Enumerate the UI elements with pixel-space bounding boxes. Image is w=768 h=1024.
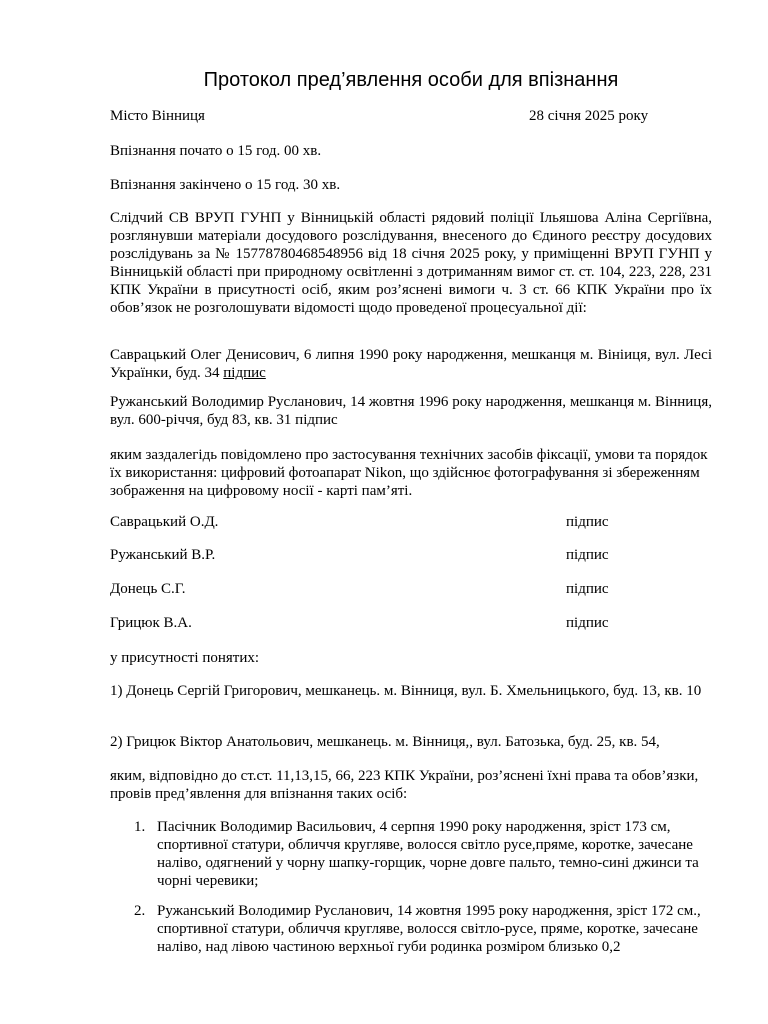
witness-donets: 1) Донець Сергій Григорович, мешканець. м. Вінниця, вул. Б. Хмельницького, буд. 13, кв. 10 bbox=[110, 683, 702, 699]
signature-name: Донець С.Г. bbox=[110, 581, 186, 597]
start-time: Впізнання почато о 15 год. 00 хв. bbox=[110, 143, 322, 159]
person-savratskyi-sign: підпис bbox=[223, 365, 266, 381]
witnesses-header: у присутності понятих: bbox=[110, 650, 260, 666]
signature-name: Грицюк В.А. bbox=[110, 615, 192, 631]
signature-mark: підпис bbox=[566, 514, 609, 530]
signature-mark: підпис bbox=[566, 615, 609, 631]
rights-paragraph: яким, відповідно до ст.ст. 11,13,15, 66, 223 КПК України, роз’яснені їхні права та обов’язки, провів пред’явлення для впізнання таких осіб: bbox=[110, 768, 699, 802]
end-time: Впізнання закінчено о 15 год. 30 хв. bbox=[110, 177, 341, 193]
list-item-text: Пасічник Володимир Васильович, 4 серпня 1990 року народження, зріст 173 см, спортивної статури, обличчя кругляве, волосся світло русе,пряме, коротке, зачесане наліво, одягнений у чорну шапку-горщик, чорне довге пальто, темно-сині джинси та чорні черевики; bbox=[157, 819, 699, 889]
signature-mark: підпис bbox=[566, 581, 609, 597]
list-item-number: 1. bbox=[134, 819, 146, 835]
signature-mark: підпис bbox=[566, 547, 609, 563]
intro-paragraph: Слідчий СВ ВРУП ГУНП у Вінницькій області рядовий поліції Ільяшова Аліна Сергіївна, розглянувши матеріали досудового розслідування, внесеного до Єдиного реєстру досудових розслідувань за № 15778780468548956 від 18 січня 2025 року, у приміщенні ВРУП ГУНП у Вінницькій області при природному освітленні з дотриманням вимог ст. ст. 104, 223, 228, 231 КПК України в присутності осіб, яким роз’яснені вимоги ч. 3 ст. 66 КПК України про їх обов’язок не розголошувати відомості щодо проведеної процесуальної дії: bbox=[110, 210, 712, 316]
signature-name: Саврацький О.Д. bbox=[110, 514, 219, 530]
document-title: Протокол пред’явлення особи для впізнання bbox=[203, 69, 619, 91]
city: Місто Вінниця bbox=[110, 108, 205, 124]
technical-means-paragraph: яким заздалегідь повідомлено про застосування технічних засобів фіксації, умови та порядок їх використання: цифровий фотоапарат Nikon, що здійснює фотографування зі збереженням зображення на цифровому носії - карті пам’яті. bbox=[110, 447, 708, 499]
date: 28 січня 2025 року bbox=[529, 108, 649, 124]
person-savratskyi-text: Саврацький Олег Денисович, 6 липня 1990 року народження, мешканця м. Вініиця, вул. Лесі Українки, буд. 34 bbox=[110, 347, 712, 381]
list-item-text: Ружанський Володимир Русланович, 14 жовтня 1995 року народження, зріст 172 см., спортивної статури, обличчя кругляве, волосся світло-русе, пряме, коротке, зачесане наліво, над лівою частиною верхньої губи родинка розміром близько 0,2 bbox=[157, 903, 701, 955]
signature-name: Ружанський В.Р. bbox=[110, 547, 216, 563]
list-item-number: 2. bbox=[134, 903, 146, 919]
witness-hrytsiuk: 2) Грицюк Віктор Анатольович, мешканець. м. Вінниця,, вул. Батозька, буд. 25, кв. 54, bbox=[110, 734, 660, 750]
person-savratskyi bbox=[110, 346, 712, 382]
person-ruzhanskyi: Ружанський Володимир Русланович, 14 жовтня 1996 року народження, мешканця м. Вінниця, вул. 600-річчя, буд 83, кв. 31 підпис bbox=[110, 394, 712, 428]
